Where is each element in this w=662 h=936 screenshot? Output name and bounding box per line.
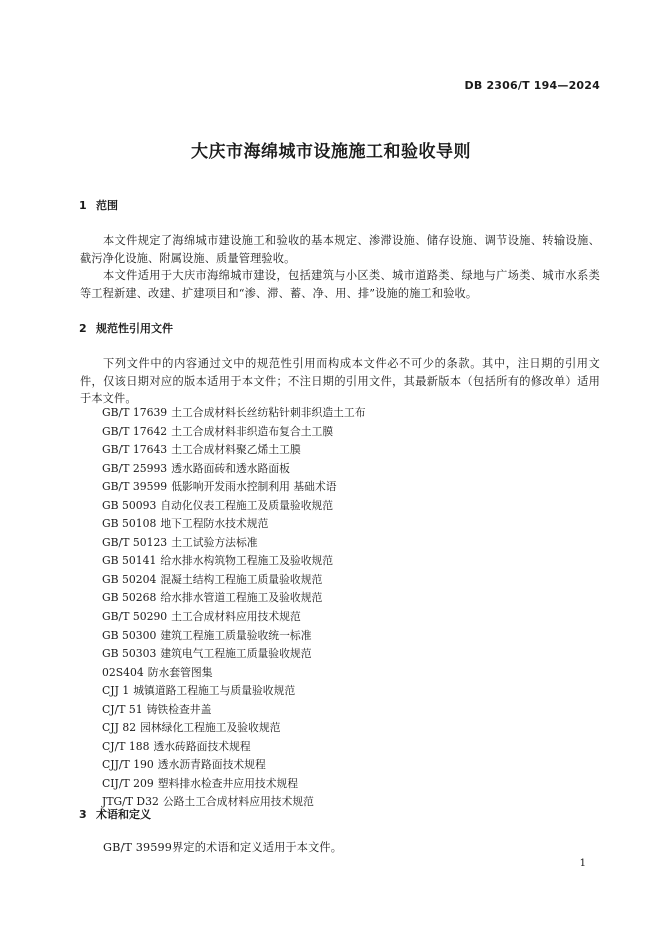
reference-code: GB/T 50123 bbox=[102, 535, 168, 549]
reference-code: CIJ/T 209 bbox=[102, 776, 154, 790]
reference-name: 给水排水管道工程施工及验收规范 bbox=[160, 591, 323, 605]
reference-item bbox=[102, 441, 366, 460]
reference-name: 防水套管图集 bbox=[147, 665, 213, 679]
reference-name: 城镇道路工程施工与质量验收规范 bbox=[133, 684, 296, 698]
reference-item bbox=[102, 627, 366, 646]
reference-code: GB/T 25993 bbox=[102, 461, 168, 475]
reference-name: 透水路面砖和透水路面板 bbox=[171, 461, 290, 475]
reference-item bbox=[102, 589, 366, 608]
reference-name: 铸铁检查井盖 bbox=[146, 702, 212, 716]
section-number: 1 bbox=[79, 199, 87, 212]
section-title: 术语和定义 bbox=[96, 808, 151, 821]
reference-code: GB/T 17642 bbox=[102, 424, 168, 438]
reference-name: 土工合成材料聚乙烯土工膜 bbox=[171, 443, 301, 457]
reference-code: GB/T 39599 bbox=[102, 480, 168, 494]
reference-item bbox=[102, 775, 366, 794]
reference-name: 土工合成材料应用技术规范 bbox=[171, 610, 301, 624]
reference-name: 园林绿化工程施工及验收规范 bbox=[140, 721, 281, 735]
reference-item bbox=[102, 608, 366, 627]
section-heading-normative-refs bbox=[79, 320, 173, 336]
reference-name: 地下工程防水技术规范 bbox=[160, 517, 269, 531]
reference-code: GB 50093 bbox=[102, 498, 157, 512]
reference-name: 土工试验方法标准 bbox=[171, 535, 258, 549]
reference-code: 02S404 bbox=[102, 665, 144, 679]
reference-code: JTG/T D32 bbox=[102, 795, 159, 809]
reference-code: GB 50108 bbox=[102, 517, 157, 531]
reference-name: 土工合成材料非织造布复合土工膜 bbox=[171, 424, 334, 438]
section-number: 2 bbox=[79, 322, 87, 335]
reference-item bbox=[102, 664, 366, 683]
reference-item bbox=[102, 534, 366, 553]
reference-item bbox=[102, 719, 366, 738]
reference-code: CJ/T 188 bbox=[102, 739, 150, 753]
terms-paragraph: GB/T 39599界定的术语和定义适用于本文件。 bbox=[103, 841, 343, 854]
reference-item bbox=[102, 756, 366, 775]
reference-code: CJJ/T 190 bbox=[102, 758, 154, 772]
document-title: 大庆市海绵城市设施施工和验收导则 bbox=[191, 142, 471, 162]
normative-refs-intro: 下列文件中的内容通过文中的规范性引用而构成本文件必不可少的条款。其中，注日期的引用文件，仅该日期对应的版本适用于本文件；不注日期的引用文件，其最新版本（包括所有的修改单）适用于本文件。 bbox=[80, 357, 600, 405]
reference-name: 土工合成材料长丝纺粘针刺非织造土工布 bbox=[171, 406, 366, 419]
reference-list bbox=[102, 404, 366, 812]
section-heading-scope bbox=[79, 197, 118, 213]
reference-item bbox=[102, 423, 366, 442]
reference-name: 建筑工程施工质量验收统一标准 bbox=[160, 628, 312, 642]
reference-item bbox=[102, 645, 366, 664]
section-number: 3 bbox=[79, 808, 87, 821]
reference-code: GB 50204 bbox=[102, 572, 157, 586]
reference-item bbox=[102, 571, 366, 590]
reference-name: 透水砖路面技术规程 bbox=[153, 739, 251, 753]
section-title: 规范性引用文件 bbox=[96, 322, 173, 335]
reference-code: GB/T 17643 bbox=[102, 443, 168, 457]
reference-name: 透水沥青路面技术规程 bbox=[157, 758, 266, 772]
header-doc-code: DB 2306/T 194—2024 bbox=[464, 79, 600, 92]
reference-code: CJ/T 51 bbox=[102, 702, 143, 716]
section-title: 范围 bbox=[96, 199, 118, 212]
reference-name: 公路土工合成材料应用技术规范 bbox=[162, 795, 314, 809]
reference-code: CJJ 1 bbox=[102, 684, 130, 698]
reference-item bbox=[102, 515, 366, 534]
reference-item bbox=[102, 701, 366, 720]
reference-code: CJJ 82 bbox=[102, 721, 137, 735]
reference-item bbox=[102, 738, 366, 757]
reference-name: 建筑电气工程施工质量验收规范 bbox=[160, 647, 312, 661]
section-heading-terms bbox=[79, 806, 151, 822]
reference-item bbox=[102, 478, 366, 497]
reference-name: 给水排水构筑物工程施工及验收规范 bbox=[160, 554, 334, 568]
reference-code: GB 50303 bbox=[102, 647, 157, 661]
reference-code: GB/T 17639 bbox=[102, 406, 168, 419]
reference-name: 低影响开发雨水控制利用 基础术语 bbox=[171, 480, 337, 494]
reference-name: 混凝土结构工程施工质量验收规范 bbox=[160, 572, 323, 586]
reference-code: GB 50268 bbox=[102, 591, 157, 605]
page-number: 1 bbox=[579, 858, 586, 869]
reference-name: 自动化仪表工程施工及质量验收规范 bbox=[160, 498, 334, 512]
scope-paragraph-2: 本文件适用于大庆市海绵城市建设，包括建筑与小区类、城市道路类、绿地与广场类、城市水系类等工程新建、改建、扩建项目和“渗、滞、蓄、净、用、排”设施的施工和验收。 bbox=[80, 269, 600, 300]
reference-item bbox=[102, 460, 366, 479]
reference-item bbox=[102, 497, 366, 516]
reference-code: GB 50300 bbox=[102, 628, 157, 642]
reference-code: GB 50141 bbox=[102, 554, 157, 568]
reference-item bbox=[102, 682, 366, 701]
scope-paragraph-1: 本文件规定了海绵城市建设施工和验收的基本规定、渗滞设施、储存设施、调节设施、转输设施、截污净化设施、附属设施、质量管理验收。 bbox=[80, 234, 600, 265]
reference-code: GB/T 50290 bbox=[102, 610, 168, 624]
reference-item bbox=[102, 404, 366, 423]
reference-name: 塑料排水检查井应用技术规程 bbox=[157, 776, 299, 790]
reference-item bbox=[102, 552, 366, 571]
